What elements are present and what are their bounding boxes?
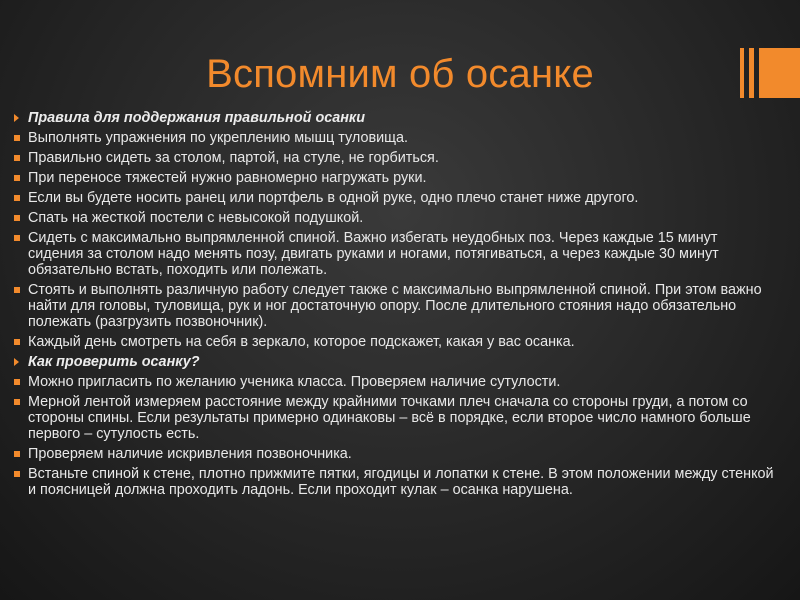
list-item [14, 130, 774, 146]
bullet-list [14, 110, 774, 502]
list-heading [14, 110, 774, 126]
list-item-text: Выполнять упражнения по укреплению мышц туловища. [28, 130, 408, 146]
list-heading-text: Как проверить осанку? [28, 354, 200, 370]
list-item [14, 466, 774, 498]
square-bullet-icon [14, 379, 20, 385]
list-item [14, 230, 774, 278]
list-item-text: Каждый день смотреть на себя в зеркало, которое подскажет, какая у вас осанка. [28, 334, 575, 350]
list-heading [14, 354, 774, 370]
list-item-text: Стоять и выполнять различную работу следует также с максимально выпрямленной спиной. При этом важно найти для головы, туловища, рук и ног достаточную опору. После длительного стояния надо обязательно полежать (разгрузить позвоночник). [28, 282, 762, 330]
square-bullet-icon [14, 287, 20, 293]
list-item [14, 374, 774, 390]
decorative-bar [740, 48, 744, 98]
list-item [14, 282, 774, 330]
arrow-bullet-icon [14, 358, 19, 366]
decorative-block [759, 48, 800, 98]
list-item-text: Встаньте спиной к стене, плотно прижмите пятки, ягодицы и лопатки к стене. В этом положении между стенкой и поясницей должна проходить ладонь. Если проходит кулак – осанка нарушена. [28, 466, 774, 498]
list-item [14, 210, 774, 226]
square-bullet-icon [14, 451, 20, 457]
square-bullet-icon [14, 175, 20, 181]
list-item-text: Можно пригласить по желанию ученика класса. Проверяем наличие сутулости. [28, 374, 561, 390]
list-item [14, 170, 774, 186]
list-item [14, 150, 774, 166]
square-bullet-icon [14, 215, 20, 221]
square-bullet-icon [14, 471, 20, 477]
list-item-text: Мерной лентой измеряем расстояние между крайними точками плеч сначала со стороны груди, а потом со стороны спины. Если результаты примерно одинаковы – всё в порядке, если второе число намного больше первого – сутулость есть. [28, 394, 751, 442]
list-item [14, 394, 774, 442]
decorative-bar [749, 48, 754, 98]
list-item-text: Проверяем наличие искривления позвоночника. [28, 446, 352, 462]
square-bullet-icon [14, 339, 20, 345]
list-heading-text: Правила для поддержания правильной осанки [28, 110, 366, 126]
list-item-text: При переносе тяжестей нужно равномерно нагружать руки. [28, 170, 427, 186]
square-bullet-icon [14, 195, 20, 201]
list-item-text: Правильно сидеть за столом, партой, на стуле, не горбиться. [28, 150, 439, 166]
square-bullet-icon [14, 399, 20, 405]
square-bullet-icon [14, 135, 20, 141]
list-item-text: Если вы будете носить ранец или портфель в одной руке, одно плечо станет ниже другого. [28, 190, 639, 206]
list-item [14, 334, 774, 350]
list-item-text: Сидеть с максимально выпрямленной спиной. Важно избегать неудобных поз. Через каждые 15 минут сидения за столом надо менять позу, двигать руками и ногами, потягиваться, а через каждые 30 минут обязательно встать, походить или полежать. [28, 230, 719, 278]
list-item [14, 446, 774, 462]
slide-title: Вспомним об осанке [206, 52, 594, 96]
list-item [14, 190, 774, 206]
arrow-bullet-icon [14, 114, 19, 122]
list-item-text: Спать на жесткой постели с невысокой подушкой. [28, 210, 364, 226]
square-bullet-icon [14, 155, 20, 161]
square-bullet-icon [14, 235, 20, 241]
